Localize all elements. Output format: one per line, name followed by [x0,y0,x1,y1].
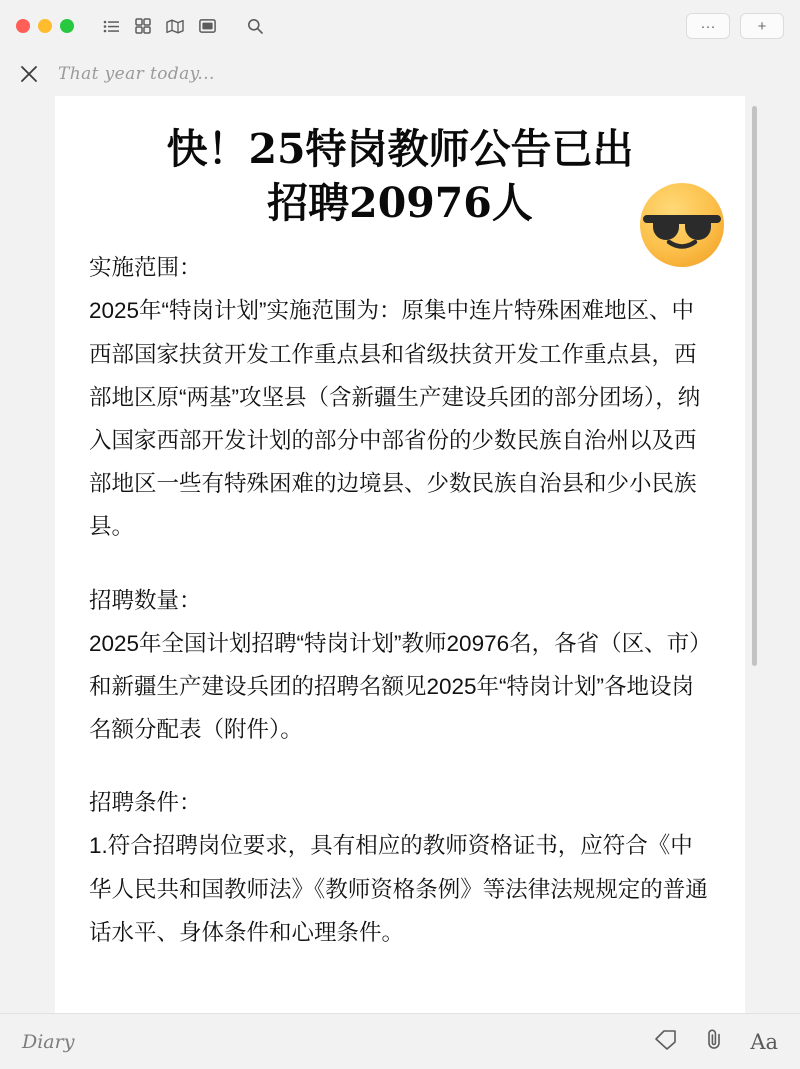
tag-icon[interactable] [654,1028,678,1055]
paragraph-spacer [89,549,711,579]
more-options-button[interactable]: ··· [686,13,730,39]
minimize-button[interactable] [38,19,52,33]
font-size-icon[interactable]: Aa [750,1029,778,1054]
cool-face-emoji [639,182,725,268]
section-paragraph: 2025年全国计划招聘“特岗计划”教师20976名，各省（区、市）和新疆生产建设兵团的招聘名额见2025年“特岗计划”各地设岗名额分配表（附件）。 [89,630,701,743]
titlebar-actions [686,13,784,39]
footer-actions [654,1028,778,1055]
document-page[interactable] [55,96,745,1013]
map-view-icon[interactable] [160,13,190,39]
page-title [89,122,711,230]
note-subtitle: That year today... [58,64,215,84]
view-toolbar [96,13,270,39]
document-area [0,96,800,1013]
section-heading: 招聘数量： [89,587,202,613]
notebook-name: Diary [22,1030,75,1053]
page-title-line2: 招聘20976人 [267,179,533,228]
window-controls [16,19,74,33]
title-bar [0,0,800,52]
paragraph-spacer [89,751,711,781]
status-bar [0,1013,800,1069]
note-subheader [0,52,800,96]
vertical-scrollbar[interactable] [752,106,757,666]
search-icon[interactable] [240,13,270,39]
list-view-icon[interactable] [96,13,126,39]
section-paragraph: 2025年“特岗计划”实施范围为：原集中连片特殊困难地区、中西部国家扶贫开发工作重点县和省级扶贫开发工作重点县，西部地区原“两基”攻坚县（含新疆生产建设兵团的部分团场），纳入国家西部开发计划的部分中部省份的少数民族自治州以及西部地区一些有特殊困难的边境县、少数民族自治县和少小民族县。 [89,298,701,540]
section-heading: 招聘条件： [89,790,202,816]
page-title-line1: 快！25特岗教师公告已出 [166,125,634,173]
add-note-button[interactable]: + [740,13,784,39]
section-paragraph: 1.符合招聘岗位要求，具有相应的教师资格证书，应符合《中华人民共和国教师法》《教师资格条例》等法律法规规定的普通话水平、身体条件和心理条件。 [89,833,708,945]
attachment-icon[interactable] [704,1028,724,1055]
close-button[interactable] [16,19,30,33]
maximize-button[interactable] [60,19,74,33]
grid-view-icon[interactable] [128,13,158,39]
card-view-icon[interactable] [192,13,222,39]
section-heading: 实施范围： [89,255,202,281]
close-icon[interactable] [16,61,42,87]
